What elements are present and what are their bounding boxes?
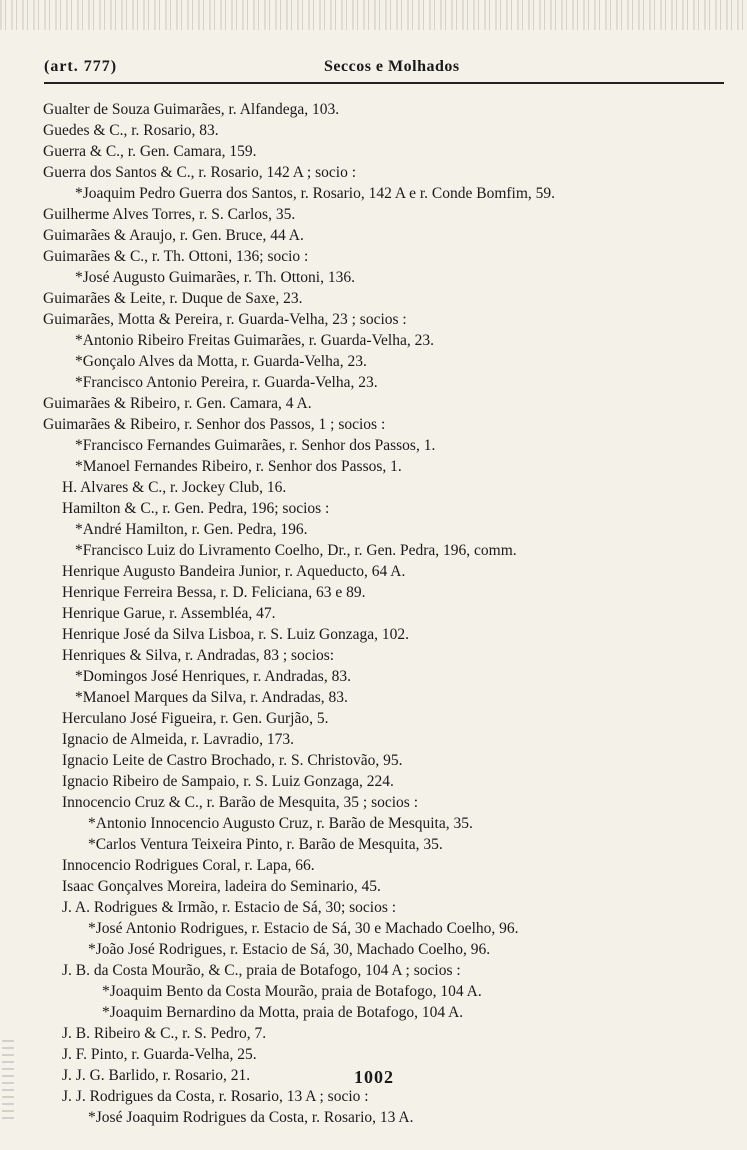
list-item: Henrique José da Silva Lisboa, r. S. Luiz Gonzaga, 102. (62, 626, 409, 643)
list-item: Guimarães & Leite, r. Duque de Saxe, 23. (43, 290, 303, 307)
list-item: Ignacio Ribeiro de Sampaio, r. S. Luiz Gonzaga, 224. (62, 773, 394, 790)
list-item: *Joaquim Pedro Guerra dos Santos, r. Rosario, 142 A e r. Conde Bomfim, 59. (75, 185, 556, 202)
list-item: Guilherme Alves Torres, r. S. Carlos, 35. (43, 206, 296, 223)
list-item: Guimarães & Ribeiro, r. Senhor dos Passos, 1 ; socios : (43, 416, 386, 433)
list-item: *Manoel Fernandes Ribeiro, r. Senhor dos Passos, 1. (75, 458, 402, 475)
list-item: *Francisco Antonio Pereira, r. Guarda-Velha, 23. (75, 374, 378, 391)
list-item: *Carlos Ventura Teixeira Pinto, r. Barão de Mesquita, 35. (88, 836, 443, 853)
list-item: Ignacio de Almeida, r. Lavradio, 173. (62, 731, 295, 748)
list-item: Gualter de Souza Guimarães, r. Alfandega, 103. (43, 101, 340, 118)
list-item: Hamilton & C., r. Gen. Pedra, 196; socios : (62, 500, 330, 517)
list-item: Henrique Augusto Bandeira Junior, r. Aqueducto, 64 A. (62, 563, 406, 580)
list-item: *José Joaquim Rodrigues da Costa, r. Rosario, 13 A. (88, 1109, 414, 1126)
list-item: Henriques & Silva, r. Andradas, 83 ; socios: (62, 647, 335, 664)
list-item: J. A. Rodrigues & Irmão, r. Estacio de Sá, 30; socios : (62, 899, 397, 916)
list-item: Isaac Gonçalves Moreira, ladeira do Seminario, 45. (62, 878, 381, 895)
list-item: Guimarães & Ribeiro, r. Gen. Camara, 4 A. (43, 395, 312, 412)
list-item: Guimarães & Araujo, r. Gen. Bruce, 44 A. (43, 227, 304, 244)
list-item: Guerra & C., r. Gen. Camara, 159. (43, 143, 257, 160)
list-item: Herculano José Figueira, r. Gen. Gurjão, 5. (62, 710, 329, 727)
list-item: *Gonçalo Alves da Motta, r. Guarda-Velha, 23. (75, 353, 367, 370)
list-item: *José Antonio Rodrigues, r. Estacio de Sá, 30 e Machado Coelho, 96. (88, 920, 519, 937)
scan-edge-mark (2, 1040, 14, 1120)
list-item: *Francisco Luiz do Livramento Coelho, Dr., r. Gen. Pedra, 196, comm. (75, 542, 517, 559)
header-rule (44, 82, 724, 84)
list-item: Guimarães, Motta & Pereira, r. Guarda-Velha, 23 ; socios : (43, 311, 407, 328)
list-item: *Manoel Marques da Silva, r. Andradas, 83. (75, 689, 348, 706)
list-item: *Joaquim Bernardino da Motta, praia de Botafogo, 104 A. (102, 1004, 464, 1021)
list-item: *Antonio Innocencio Augusto Cruz, r. Barão de Mesquita, 35. (88, 815, 473, 832)
list-item: Henrique Ferreira Bessa, r. D. Feliciana, 63 e 89. (62, 584, 366, 601)
article-reference: (art. 777) (44, 58, 118, 75)
scan-noise-band (0, 0, 747, 30)
list-item: J. F. Pinto, r. Guarda-Velha, 25. (62, 1046, 257, 1063)
list-item: H. Alvares & C., r. Jockey Club, 16. (62, 479, 287, 496)
list-item: *João José Rodrigues, r. Estacio de Sá, 30, Machado Coelho, 96. (88, 941, 491, 958)
list-item: Henrique Garue, r. Assembléa, 47. (62, 605, 276, 622)
list-item: J. B. Ribeiro & C., r. S. Pedro, 7. (62, 1025, 267, 1042)
list-item: *Antonio Ribeiro Freitas Guimarães, r. Guarda-Velha, 23. (75, 332, 434, 349)
list-item: J. J. G. Barlido, r. Rosario, 21. (62, 1067, 251, 1084)
list-item: Guedes & C., r. Rosario, 83. (43, 122, 219, 139)
list-item: J. J. Rodrigues da Costa, r. Rosario, 13 A ; socio : (62, 1088, 369, 1105)
list-item: *Domingos José Henriques, r. Andradas, 83. (75, 668, 351, 685)
list-item: *José Augusto Guimarães, r. Th. Ottoni, 136. (75, 269, 355, 286)
list-item: *André Hamilton, r. Gen. Pedra, 196. (75, 521, 308, 538)
page-number: 1002 (354, 1067, 394, 1087)
list-item: *Francisco Fernandes Guimarães, r. Senhor dos Passos, 1. (75, 437, 436, 454)
list-item: Guimarães & C., r. Th. Ottoni, 136; socio : (43, 248, 309, 265)
list-item: Innocencio Rodrigues Coral, r. Lapa, 66. (62, 857, 315, 874)
section-title: Seccos e Molhados (324, 58, 460, 75)
list-item: Innocencio Cruz & C., r. Barão de Mesquita, 35 ; socios : (62, 794, 419, 811)
page-header (44, 58, 564, 82)
list-item: *Joaquim Bento da Costa Mourão, praia de Botafogo, 104 A. (102, 983, 482, 1000)
list-item: J. B. da Costa Mourão, & C., praia de Botafogo, 104 A ; socios : (62, 962, 461, 979)
list-item: Guerra dos Santos & C., r. Rosario, 142 A ; socio : (43, 164, 357, 181)
list-item: Ignacio Leite de Castro Brochado, r. S. Christovão, 95. (62, 752, 403, 769)
